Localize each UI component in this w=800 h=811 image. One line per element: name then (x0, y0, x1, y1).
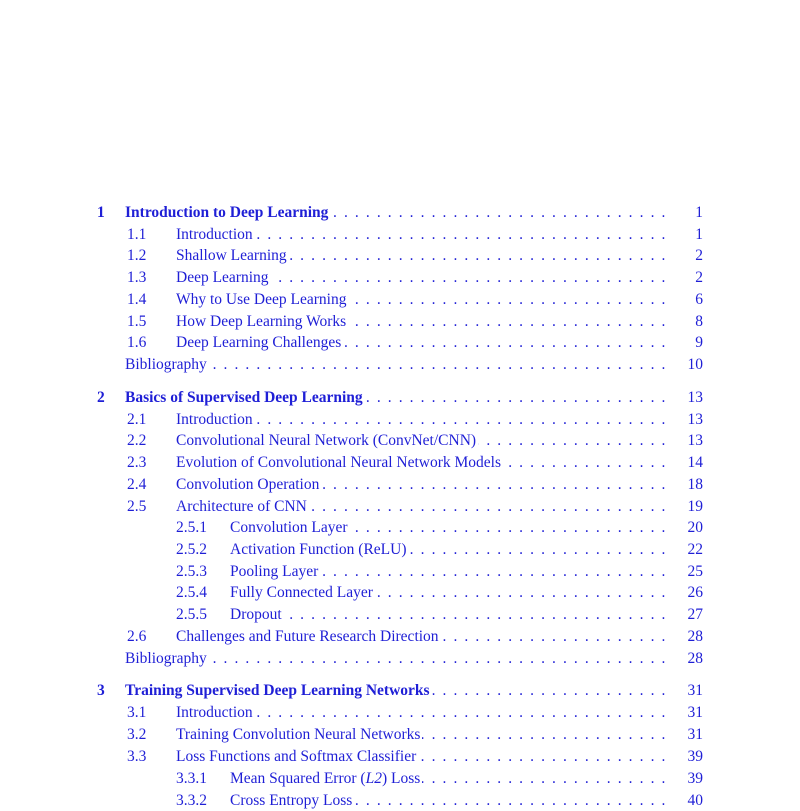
toc-entry-number: 2.3 (127, 454, 147, 471)
toc-entry-page-number: 25 (687, 563, 703, 580)
toc-entry-page-number: 19 (687, 498, 703, 515)
toc-entry-title[interactable] (230, 791, 667, 811)
toc-entry-page-number: 20 (687, 519, 703, 536)
toc-entry[interactable] (0, 333, 800, 353)
toc-entry-number: 2.6 (127, 628, 147, 645)
toc-entry-page-number: 9 (695, 334, 703, 351)
toc-entry[interactable] (0, 769, 800, 789)
toc-entry[interactable] (0, 583, 800, 603)
toc-entry-number: 1 (97, 204, 105, 221)
toc-entry-title-text: Deep Learning (176, 269, 269, 286)
toc-entry-title-text: Mean Squared Error (L2) Loss (230, 770, 421, 787)
toc-entry-number: 2.5.3 (176, 563, 207, 580)
toc-entry-title-text: Bibliography (125, 356, 207, 373)
toc-entry-title[interactable] (176, 431, 667, 451)
toc-entry-number: 3.3 (127, 748, 147, 765)
toc-entry-page-number: 14 (687, 454, 703, 471)
toc-entry-title[interactable] (125, 681, 667, 701)
toc-entry-title[interactable] (176, 246, 667, 266)
toc-entry-number: 2.4 (127, 476, 147, 493)
toc-entry[interactable] (0, 225, 800, 245)
toc-entry-page-number: 2 (695, 247, 703, 264)
toc-entry-title[interactable] (230, 769, 667, 789)
toc-entry[interactable] (0, 725, 800, 745)
toc-entry-page-number: 13 (687, 411, 703, 428)
toc-entry-title-text: Basics of Supervised Deep Learning (125, 389, 363, 406)
toc-entry-number: 2.2 (127, 432, 147, 449)
toc-entry[interactable] (0, 747, 800, 767)
toc-chapter-entry[interactable] (0, 203, 800, 223)
toc-entry-title[interactable] (125, 388, 667, 408)
toc-entry[interactable] (0, 268, 800, 288)
toc-entry-title[interactable] (176, 410, 667, 430)
toc-entry[interactable] (0, 627, 800, 647)
toc-entry[interactable] (0, 453, 800, 473)
toc-entry-title-text: How Deep Learning Works (176, 313, 347, 330)
toc-entry-title-text: Architecture of CNN (176, 498, 307, 515)
toc-entry-title[interactable] (176, 497, 667, 517)
toc-entry-title[interactable] (230, 583, 667, 603)
toc-entry[interactable] (0, 431, 800, 451)
toc-chapter-entry[interactable] (0, 388, 800, 408)
toc-entry-number: 1.5 (127, 313, 147, 330)
toc-entry-title-text: Why to Use Deep Learning (176, 291, 347, 308)
toc-entry[interactable] (0, 518, 800, 538)
toc-entry-title-text: Deep Learning Challenges (176, 334, 342, 351)
toc-entry-title-text: Introduction (176, 411, 253, 428)
toc-entry-page-number: 10 (687, 356, 703, 373)
toc-entry-title[interactable] (176, 747, 667, 767)
toc-entry-page-number: 27 (687, 606, 703, 623)
toc-entry[interactable] (0, 649, 800, 669)
toc-entry-number: 1.3 (127, 269, 147, 286)
toc-entry-number: 3.1 (127, 704, 147, 721)
toc-entry-title-text: Challenges and Future Research Direction (176, 628, 439, 645)
toc-entry-title-text: Cross Entropy Loss (230, 792, 353, 809)
toc-entry-title-text: Activation Function (ReLU) (230, 541, 407, 558)
toc-entry-page-number: 39 (687, 770, 703, 787)
toc-entry-page-number: 28 (687, 628, 703, 645)
toc-entry-page-number: 26 (687, 584, 703, 601)
toc-entry-page-number: 31 (687, 704, 703, 721)
toc-entry-page-number: 8 (695, 313, 703, 330)
toc-entry-page-number: 6 (695, 291, 703, 308)
toc-entry-page-number: 40 (687, 792, 703, 809)
toc-entry-title[interactable] (176, 703, 667, 723)
toc-entry-title[interactable] (230, 562, 667, 582)
toc-entry-title[interactable] (176, 333, 667, 353)
toc-entry[interactable] (0, 540, 800, 560)
toc-entry[interactable] (0, 497, 800, 517)
toc-entry-title[interactable] (230, 605, 667, 625)
toc-entry-page-number: 18 (687, 476, 703, 493)
toc-entry[interactable] (0, 791, 800, 811)
toc-chapter-entry[interactable] (0, 681, 800, 701)
toc-entry-title-text: Training Convolution Neural Networks (176, 726, 421, 743)
toc-entry-title-text: Convolutional Neural Network (ConvNet/CNN) (176, 432, 477, 449)
toc-entry[interactable] (0, 605, 800, 625)
toc-entry-number: 3.3.1 (176, 770, 207, 787)
toc-entry-number: 1.6 (127, 334, 147, 351)
toc-entry-page-number: 22 (687, 541, 703, 558)
toc-entry-title[interactable] (125, 355, 667, 375)
toc-entry-title-text: Introduction (176, 226, 253, 243)
toc-entry-title[interactable] (125, 203, 667, 223)
toc-entry[interactable] (0, 703, 800, 723)
toc-entry-page-number: 31 (687, 726, 703, 743)
toc-entry[interactable] (0, 475, 800, 495)
toc-entry-page-number: 1 (695, 204, 703, 221)
toc-entry-number: 1.1 (127, 226, 147, 243)
toc-entry[interactable] (0, 410, 800, 430)
toc-entry-title-text: Dropout (230, 606, 282, 623)
toc-entry-title-text: Fully Connected Layer (230, 584, 373, 601)
toc-entry-number: 3.2 (127, 726, 147, 743)
toc-entry-page-number: 2 (695, 269, 703, 286)
toc-entry[interactable] (0, 312, 800, 332)
toc-entry-number: 2 (97, 389, 105, 406)
toc-entry-number: 1.2 (127, 247, 147, 264)
toc-entry-number: 2.5 (127, 498, 147, 515)
toc-entry-number: 2.5.2 (176, 541, 207, 558)
toc-entry-title[interactable] (176, 475, 667, 495)
toc-entry-title-text: Pooling Layer (230, 563, 319, 580)
toc-entry-number: 3.3.2 (176, 792, 207, 809)
toc-entry-title-text: Evolution of Convolutional Neural Network Models (176, 454, 502, 471)
toc-entry-number: 2.5.5 (176, 606, 207, 623)
toc-entry-title[interactable] (176, 225, 667, 245)
toc-entry-title-text: Loss Functions and Softmax Classifier (176, 748, 417, 765)
toc-entry-page-number: 13 (687, 389, 703, 406)
toc-entry-title[interactable] (176, 627, 667, 647)
toc-entry-page-number: 13 (687, 432, 703, 449)
toc-entry-number: 2.5.1 (176, 519, 207, 536)
toc-entry-number: 3 (97, 682, 105, 699)
toc-entry-title-text: Convolution Layer (230, 519, 348, 536)
toc-entry[interactable] (0, 290, 800, 310)
toc-entry-title[interactable] (176, 268, 667, 288)
toc-entry-page-number: 39 (687, 748, 703, 765)
toc-entry-number: 1.4 (127, 291, 147, 308)
toc-entry-title-text: Bibliography (125, 650, 207, 667)
toc-entry-title-text: Training Supervised Deep Learning Networks (125, 682, 430, 699)
toc-entry-title[interactable] (125, 649, 667, 669)
toc-entry-title-text: Introduction (176, 704, 253, 721)
toc-entry-title[interactable] (230, 540, 667, 560)
toc-entry-title[interactable] (176, 725, 667, 745)
toc-entry[interactable] (0, 355, 800, 375)
toc-entry-page-number: 1 (695, 226, 703, 243)
toc-entry-number: 2.5.4 (176, 584, 207, 601)
toc-entry-title-text: Convolution Operation (176, 476, 320, 493)
toc-entry[interactable] (0, 246, 800, 266)
toc-entry-number: 2.1 (127, 411, 147, 428)
toc-entry-title[interactable] (176, 290, 667, 310)
toc-entry-title[interactable] (176, 453, 667, 473)
toc-entry-title[interactable] (230, 518, 667, 538)
toc-entry-title[interactable] (176, 312, 667, 332)
toc-entry[interactable] (0, 562, 800, 582)
toc-entry-title-text: Introduction to Deep Learning (125, 204, 329, 221)
toc-entry-page-number: 28 (687, 650, 703, 667)
toc-entry-page-number: 31 (687, 682, 703, 699)
toc-entry-title-text: Shallow Learning (176, 247, 287, 264)
